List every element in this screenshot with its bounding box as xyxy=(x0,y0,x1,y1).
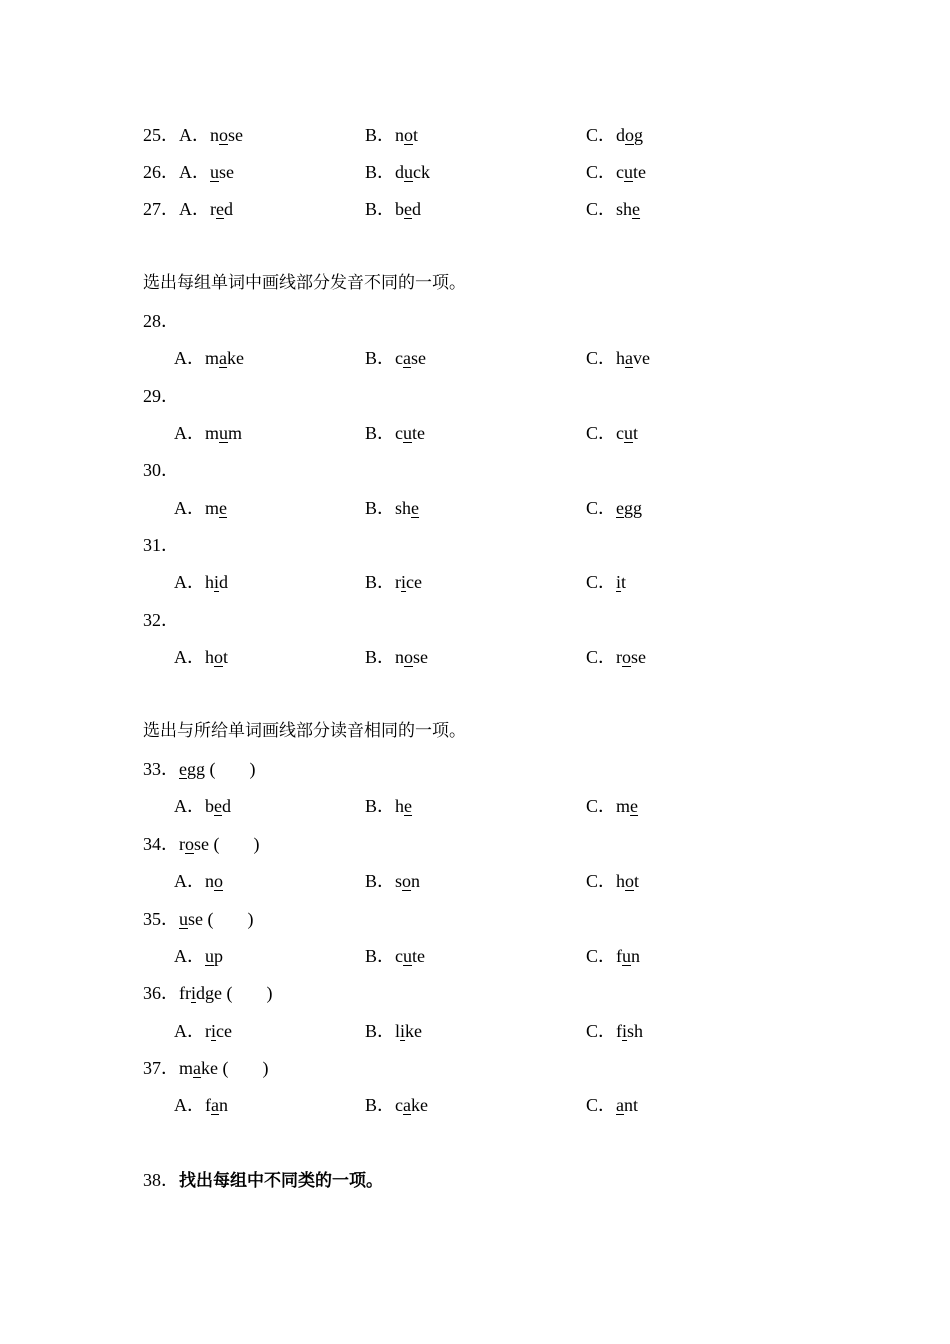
word-part: h xyxy=(616,348,626,368)
word-part: se xyxy=(194,834,209,854)
word-part: 33． xyxy=(143,759,179,779)
word-part: f xyxy=(616,1021,623,1041)
word-part: d xyxy=(224,199,233,219)
word-part: m xyxy=(179,1058,194,1078)
underlined-letter: a xyxy=(211,1095,219,1115)
word-part: C． xyxy=(586,1021,617,1041)
question-33-stem xyxy=(143,758,256,780)
word-part: d xyxy=(412,199,422,219)
word-part: n xyxy=(395,647,405,667)
word-part: B． xyxy=(365,162,396,182)
word-part: d xyxy=(219,572,229,592)
word-part: te xyxy=(412,423,426,443)
question-34-option-b xyxy=(365,870,420,892)
word-part: n xyxy=(411,871,421,891)
underlined-letter: i xyxy=(214,572,220,592)
word-part: c xyxy=(395,423,404,443)
word-part: r xyxy=(395,572,402,592)
question-25-option-b xyxy=(365,124,418,146)
underlined-letter: u xyxy=(622,946,632,966)
question-29-option-a xyxy=(174,422,242,444)
word-part: n xyxy=(219,1095,228,1115)
word-part: m xyxy=(616,796,631,816)
word-part: n xyxy=(631,946,641,966)
word-part: A． xyxy=(174,348,205,368)
underlined-letter: i xyxy=(616,572,622,592)
word-part: d xyxy=(222,796,231,816)
word-part: A． xyxy=(174,647,205,667)
question-36-option-b xyxy=(365,1020,422,1042)
word-part: C． xyxy=(586,199,617,219)
option-a-label: A． xyxy=(179,125,210,145)
word-part: ke xyxy=(227,348,245,368)
word-part: t xyxy=(223,647,229,667)
question-number: 38． xyxy=(143,1170,179,1190)
word-part: ) xyxy=(247,909,254,929)
word-part: t xyxy=(413,125,419,145)
word-part: l xyxy=(395,1021,401,1041)
word-part: C． xyxy=(586,348,617,368)
word-part: A． xyxy=(174,796,205,816)
underlined-letter: e xyxy=(630,796,639,816)
underlined-letter: a xyxy=(403,1095,412,1115)
word-part: g xyxy=(634,125,644,145)
word-part: c xyxy=(395,946,404,966)
underlined-letter: i xyxy=(622,1021,628,1041)
word-part: C． xyxy=(586,423,617,443)
word-part: se xyxy=(228,125,243,145)
word-part: te xyxy=(412,946,426,966)
word-part: r xyxy=(210,199,216,219)
question-number: 25． xyxy=(143,125,179,145)
word-part: m xyxy=(205,498,220,518)
word-part: b xyxy=(205,796,214,816)
question-26-option-b xyxy=(365,161,430,183)
word-part: B． xyxy=(365,423,396,443)
question-28-option-b xyxy=(365,347,426,369)
word-part: c xyxy=(616,423,625,443)
word-part: B． xyxy=(365,1021,396,1041)
underlined-letter: e xyxy=(404,796,413,816)
word-part: n xyxy=(210,125,219,145)
section-3-instruction: 选出与所给单词画线部分读音相同的一项。 xyxy=(143,721,466,741)
word-part: A． xyxy=(179,162,210,182)
question-32-option-a xyxy=(174,646,228,668)
word-part: A． xyxy=(174,1095,205,1115)
word-part: h xyxy=(205,572,214,592)
word-part: 26． xyxy=(143,162,179,182)
word-part: B． xyxy=(365,348,396,368)
question-34-option-a xyxy=(174,870,223,892)
word-part: c xyxy=(616,162,625,182)
word-part: se xyxy=(188,909,203,929)
word-part: B． xyxy=(365,199,396,219)
underlined-letter: e xyxy=(179,759,187,779)
underlined-letter: u xyxy=(179,909,188,929)
word-part: B． xyxy=(365,572,396,592)
question-35-option-c xyxy=(586,945,640,967)
question-30-option-b xyxy=(365,497,419,519)
word-part: s xyxy=(395,871,403,891)
underlined-letter: e xyxy=(411,498,420,518)
underlined-letter: o xyxy=(622,647,632,667)
word-part: t xyxy=(621,572,627,592)
word-part: ( xyxy=(226,983,233,1003)
word-part: B． xyxy=(365,871,396,891)
word-part: C． xyxy=(586,796,617,816)
question-38 xyxy=(143,1169,383,1192)
word-part: B． xyxy=(365,796,396,816)
question-25 xyxy=(143,124,243,146)
word-part: C． xyxy=(586,162,617,182)
underlined-letter: o xyxy=(625,871,635,891)
word-part: A． xyxy=(179,199,210,219)
question-31-option-a xyxy=(174,571,228,593)
word-part: ) xyxy=(262,1058,269,1078)
word-part: ) xyxy=(249,759,256,779)
word-part: 36． xyxy=(143,983,179,1003)
word-part: 34． xyxy=(143,834,179,854)
word-part: c xyxy=(395,1095,404,1115)
question-31-option-c xyxy=(586,571,626,593)
word-part: ) xyxy=(253,834,260,854)
question-36-stem xyxy=(143,982,273,1004)
word-part: 27． xyxy=(143,199,179,219)
word-part: ke xyxy=(405,1021,423,1041)
word-part: m xyxy=(205,348,220,368)
question-36-option-c xyxy=(586,1020,643,1042)
underlined-letter: o xyxy=(185,834,194,854)
word-part: se xyxy=(219,162,234,182)
underlined-letter: a xyxy=(625,348,634,368)
question-30-option-a xyxy=(174,497,227,519)
word-part: r xyxy=(179,834,185,854)
question-33-option-a xyxy=(174,795,231,817)
word-part: C． xyxy=(586,946,617,966)
question-32-option-c xyxy=(586,646,646,668)
question-27-option-c xyxy=(586,198,640,220)
word-part: ( xyxy=(207,909,214,929)
word-part: ce xyxy=(216,1021,232,1041)
word-part: sh xyxy=(395,498,412,518)
underlined-letter: u xyxy=(205,946,214,966)
word-part: d xyxy=(395,162,405,182)
question-28-option-c xyxy=(586,347,650,369)
word-part: se xyxy=(631,647,647,667)
word-part: h xyxy=(395,796,405,816)
word-part: ( xyxy=(209,759,216,779)
word-part: ke xyxy=(201,1058,219,1078)
word-part: t xyxy=(633,423,639,443)
question-29-option-b xyxy=(365,422,425,444)
word-part: 37． xyxy=(143,1058,179,1078)
underlined-letter: u xyxy=(210,162,219,182)
question-34-option-c xyxy=(586,870,639,892)
word-part: C． xyxy=(586,125,617,145)
option-a-word xyxy=(210,125,243,145)
word-part: C． xyxy=(586,647,617,667)
word-part: ve xyxy=(633,348,651,368)
underlined-letter: e xyxy=(632,199,641,219)
underlined-letter: a xyxy=(219,348,228,368)
question-33-option-c xyxy=(586,795,638,817)
underlined-letter: u xyxy=(624,423,634,443)
question-35-stem xyxy=(143,908,254,930)
word-part: nt xyxy=(624,1095,639,1115)
word-part: A． xyxy=(174,1021,205,1041)
question-33-option-b xyxy=(365,795,412,817)
question-32-option-b xyxy=(365,646,428,668)
word-part: A． xyxy=(174,423,205,443)
question-34-stem xyxy=(143,833,260,855)
word-part: B． xyxy=(365,647,396,667)
word-part: r xyxy=(616,647,623,667)
question-35-option-b xyxy=(365,945,425,967)
word-part: gg xyxy=(624,498,643,518)
underlined-letter: o xyxy=(404,125,414,145)
question-37-stem xyxy=(143,1057,269,1079)
word-part: A． xyxy=(174,946,205,966)
question-29-option-c xyxy=(586,422,638,444)
underlined-letter: u xyxy=(403,946,413,966)
question-28-option-a xyxy=(174,347,244,369)
underlined-letter: e xyxy=(216,199,224,219)
word-part: B． xyxy=(365,498,396,518)
underlined-letter: i xyxy=(400,1021,406,1041)
underlined-letter: a xyxy=(193,1058,202,1078)
question-32-number: 32． xyxy=(143,610,179,630)
underlined-letter: e xyxy=(616,498,625,518)
word-part: A． xyxy=(174,572,205,592)
word-part: A． xyxy=(174,871,205,891)
word-part: m xyxy=(228,423,243,443)
underlined-letter: u xyxy=(219,423,229,443)
question-27-option-b xyxy=(365,198,421,220)
word-part: te xyxy=(633,162,647,182)
word-part: f xyxy=(205,1095,211,1115)
word-part: ce xyxy=(406,572,423,592)
word-part: h xyxy=(205,647,214,667)
word-part: gg xyxy=(187,759,205,779)
question-25-option-c xyxy=(586,124,643,146)
underlined-letter: o xyxy=(214,647,223,667)
question-27 xyxy=(143,198,233,220)
word-part: n xyxy=(205,871,214,891)
word-part: dge xyxy=(196,983,223,1003)
underlined-letter: a xyxy=(616,1095,625,1115)
underlined-letter: u xyxy=(403,423,413,443)
underlined-letter: o xyxy=(625,125,635,145)
underlined-letter: o xyxy=(214,871,223,891)
underlined-letter: i xyxy=(211,1021,217,1041)
question-26-option-c xyxy=(586,161,646,183)
word-part: ck xyxy=(413,162,431,182)
question-38-instruction: 找出每组中不同类的一项。 xyxy=(179,1171,383,1191)
underlined-letter: e xyxy=(219,498,228,518)
word-part: C． xyxy=(586,1095,617,1115)
word-part: ( xyxy=(222,1058,229,1078)
underlined-letter: e xyxy=(404,199,413,219)
word-part: h xyxy=(616,871,626,891)
word-part: t xyxy=(634,871,640,891)
word-part: ke xyxy=(411,1095,429,1115)
underlined-letter: u xyxy=(624,162,634,182)
word-part: ( xyxy=(213,834,220,854)
question-36-option-a xyxy=(174,1020,232,1042)
word-part: ) xyxy=(266,983,273,1003)
question-37-option-b xyxy=(365,1094,428,1116)
word-part: n xyxy=(395,125,405,145)
underlined-letter: i xyxy=(401,572,407,592)
underlined-letter: a xyxy=(403,348,412,368)
question-35-option-a xyxy=(174,945,223,967)
word-part: C． xyxy=(586,572,617,592)
question-28-number: 28． xyxy=(143,311,179,331)
question-30-number: 30． xyxy=(143,460,179,480)
word-part: se xyxy=(411,348,427,368)
word-part: se xyxy=(413,647,429,667)
question-31-number: 31． xyxy=(143,535,179,555)
word-part: p xyxy=(214,946,223,966)
question-26 xyxy=(143,161,234,183)
word-part: r xyxy=(205,1021,211,1041)
question-29-number: 29． xyxy=(143,386,179,406)
word-part: B． xyxy=(365,946,396,966)
word-part: b xyxy=(395,199,405,219)
word-part: C． xyxy=(586,498,617,518)
question-31-option-b xyxy=(365,571,422,593)
underlined-letter: i xyxy=(191,983,197,1003)
word-part: B． xyxy=(365,1095,396,1115)
question-30-option-c xyxy=(586,497,642,519)
underlined-letter: e xyxy=(214,796,222,816)
underlined-letter: o xyxy=(402,871,412,891)
word-part: sh xyxy=(627,1021,644,1041)
section-2-instruction: 选出每组单词中画线部分发音不同的一项。 xyxy=(143,273,466,293)
question-37-option-a xyxy=(174,1094,228,1116)
word-part: d xyxy=(616,125,626,145)
question-37-option-c xyxy=(586,1094,638,1116)
word-part: C． xyxy=(586,871,617,891)
word-part: sh xyxy=(616,199,633,219)
underlined-letter: o xyxy=(219,125,228,145)
word-part: m xyxy=(205,423,220,443)
underlined-letter: o xyxy=(404,647,414,667)
word-part: B． xyxy=(365,125,396,145)
word-part: 35． xyxy=(143,909,179,929)
word-part: A． xyxy=(174,498,205,518)
word-part: c xyxy=(395,348,404,368)
word-part: fr xyxy=(179,983,191,1003)
underlined-letter: u xyxy=(404,162,414,182)
word-part: f xyxy=(616,946,623,966)
